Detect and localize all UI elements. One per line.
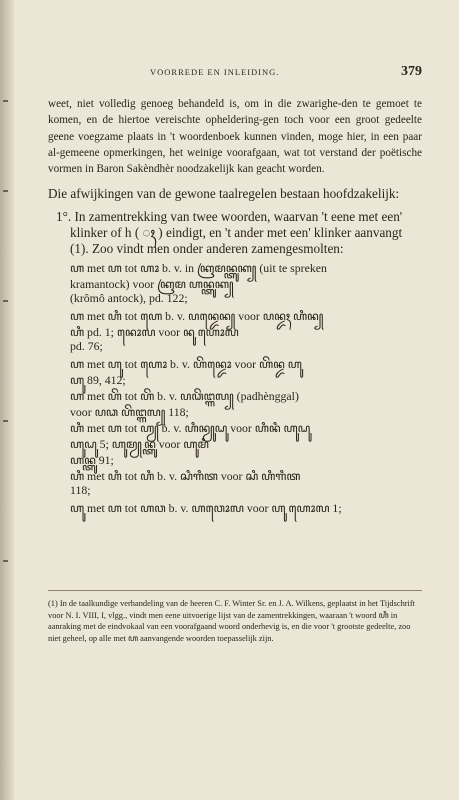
example-line: ꦲꦸꦝꦸ 5; ꦲꦸꦩꦾꦤ꧀ꦠꦸ voor ꦲꦸꦩꦶ (70, 437, 209, 452)
example-line: ꦲ met ꦲꦶ tot ꦲꦺ b. v. ꦥꦤ꧀ꦢꦺꦤ꧀ voor ꦥꦤ꧀ꦢꦃ ꦲꦶꦤ꧀ (70, 309, 324, 324)
binding-gutter (0, 0, 14, 800)
paragraph-intro: weet, niet volledig genoeg behandeld is, om in die zwarighe-den te gemoet te komen, en de hiertoe vereischte opheldering-gen toch voor een groot gedeelte geene voegzame plaats in 't woordenboek kunnen vinden, moge hier, in een paar al-gemeene opmerkingen, het weinige voorafgaan, wat tot verstand der poëtische vormen in Baron Sakèndhèr noodzakelijk kan geacht worden. (48, 98, 422, 176)
gutter-mark (3, 420, 8, 422)
footnote: (1) In de taalkundige verhandeling van de heeren C. F. Winter Sr. en J. A. Wilkens, geplaatst in het Tijdschrift voor N. I. VIII, I, vlgg., vindt men eene uitvoerige lijst van de zamentrekkingen, waaraan 't woord ꦲꦶ in aanraking met de eindvokaal van een voorafgaand woord onderhevig is, en die voor 't grootste gedeelte, zoo niet geheel, op alle met ꦲ aanvangende woorden toepasselijk zijn. (48, 599, 416, 643)
gutter-mark (3, 100, 8, 102)
paragraph-heading: Die afwijkingen van de gewone taalregelen bestaan hoofdzakelijk: (48, 186, 400, 202)
running-header (150, 64, 422, 80)
example-line: ꦲ met ꦲꦸ tot ꦲꦺꦴ b. v. ꦲꦼꦤ꧀ꦢꦺꦴ voor ꦲꦼꦤ꧀ꦢ ꦲꦸ (70, 357, 302, 372)
example-line: ꦲꦸ 89, 412; (70, 373, 126, 388)
contraction-examples (48, 259, 422, 515)
header-title: VOORREDE EN INLEIDING. (150, 67, 280, 77)
page-number: 379 (401, 64, 422, 79)
example-line: ꦲ met ꦲ tot ꦲꦴ b. v. in ꦏꦿꦩꦤ꧀ꦠꦸꦏ꧀ (uit te spreken (70, 261, 327, 276)
example-line: ꦲꦶ pd. 1; ꦤꦺꦴꦭ voor ꦤꦸ ꦲꦺꦴꦭ (70, 325, 239, 340)
example-line: ꦲꦸ met ꦲ tot ꦲꦮ b. v. ꦲꦮꦺꦴꦭ voor ꦲꦸ ꦲꦺꦴꦭ 1; (70, 501, 342, 516)
example-line: pd. 76; (70, 339, 103, 354)
example-line: ꦲꦶ met ꦲꦶ tot ꦲꦶ b. v. ꦱꦶꦒꦶꦠ voor ꦱꦶ ꦲꦶꦒꦶꦠ (70, 469, 301, 484)
example-line: kramantock) voor ꦏꦿꦩ ꦲꦤ꧀ꦠꦸꦏ꧀ (70, 277, 234, 292)
example-line: ꦲꦶ met ꦲ tot ꦲꦾ b. v. ꦲꦶꦤꦾꦸꦝꦸ voor ꦲꦶꦤꦶ ꦲꦸꦝꦸ (70, 421, 311, 436)
paragraph-rule-1: 1°. In zamentrekking van twee woorden, waarvan 't eene met een' klinker of h ( ꦃ ) eindigt, en 't ander met een' klinker aanvangt (1). Zoo vindt men onder anderen zamengesmolten: (56, 209, 403, 257)
example-line: voor ꦥꦣ ꦲꦼꦔ꧀ꦒꦭ꧀ 118; (70, 405, 189, 420)
gutter-mark (3, 300, 8, 302)
gutter-mark (3, 190, 8, 192)
example-line: ꦲ met ꦲꦼ tot ꦲꦼ b. v. ꦥꦣꦼꦔ꧀ꦒꦭ꧀ (padhènggal) (70, 389, 299, 404)
example-line: (krômô antock), pd. 122; (70, 291, 188, 306)
footnote-rule (48, 590, 422, 591)
gutter-mark (3, 560, 8, 562)
main-text (48, 96, 422, 515)
example-line: ꦲꦤ꧀ꦠꦸ 91; (70, 453, 114, 468)
example-line: 118; (70, 483, 91, 498)
